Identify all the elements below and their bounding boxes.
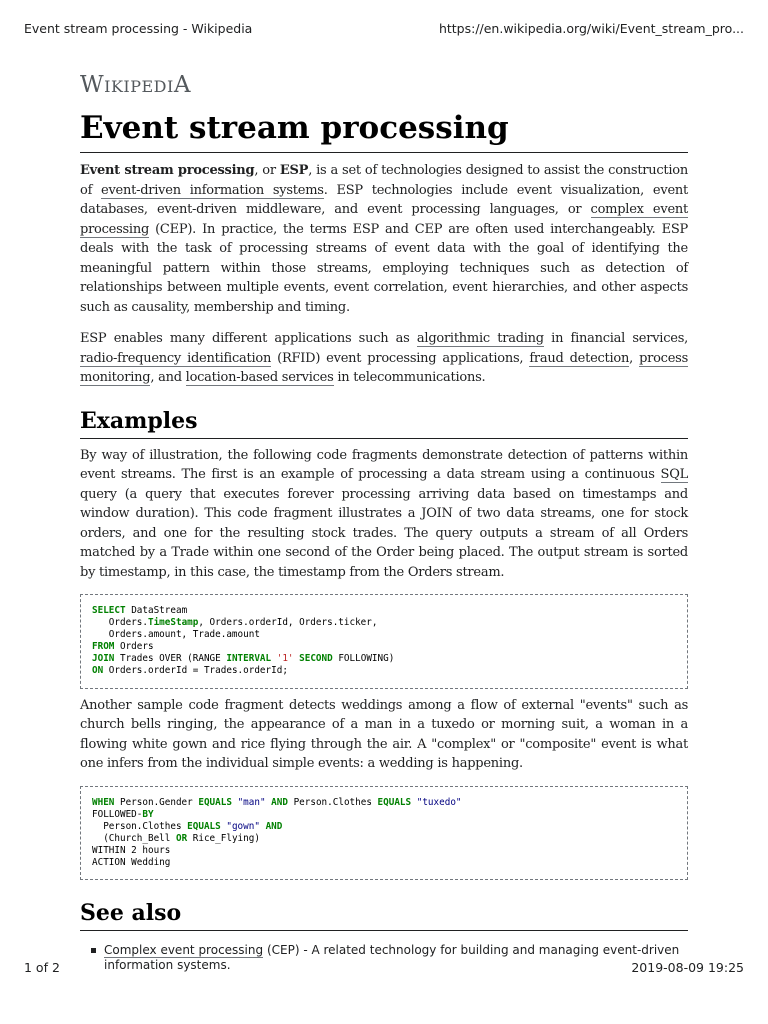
intro-bold-term: Event stream processing — [80, 163, 255, 178]
examples-text: query (a query that executes forever processing arriving data based on timestamps and window duration). This code fragment illustrates a JOIN of two data streams, one for stock orders, and one for the resulting stock trades. The query outputs a stream of all Orders matched by a Trade within one second of the Order being placed. The output stream is sorted by timestamp, in this case, the timestamp from the Orders stream. — [80, 486, 688, 580]
code-text: ACTION Wedding — [92, 857, 171, 869]
code-text: Orders.orderId = Trades.orderId; — [103, 665, 288, 677]
link-radio-frequency-identification[interactable]: radio-frequency identification — [80, 350, 272, 366]
print-page-title: Event stream processing - Wikipedia — [24, 21, 253, 36]
applications-paragraph — [80, 329, 688, 388]
print-footer — [0, 960, 768, 978]
section-heading-examples: Examples — [80, 406, 688, 439]
code-string: "tuxedo" — [416, 796, 462, 808]
intro-text: (CEP). In practice, the terms ESP and CEP are often used interchangeably. ESP deals with the task of processing streams of event data with the goal of identifying the meaningful pattern within those streams, employing techniques such as detection of relationships between multiple events, event correlation, event hierarchies, and other aspects such as causality, membership and timing. — [80, 221, 688, 315]
link-complex-event-processing-see-also[interactable]: Complex event processing — [104, 943, 264, 958]
intro-text: , is a set of technologies designed to assist the construction of — [80, 163, 688, 198]
code-keyword: BY — [142, 808, 154, 820]
wordmark-final: A — [173, 72, 191, 98]
code-text: Orders.amount, Trade.amount — [92, 629, 260, 641]
code-keyword: SECOND — [299, 653, 333, 665]
applications-text: , — [629, 350, 640, 366]
see-also-description: (CEP) - A related technology for building and managing event-driven information systems. — [104, 943, 680, 973]
code-text: Person.Clothes — [287, 796, 378, 808]
code-text: Orders. — [92, 617, 148, 629]
intro-text: . ESP technologies include event visualization, event databases, event-driven middleware, and event processing languages, or — [80, 182, 689, 217]
code-keyword: JOIN — [92, 653, 115, 665]
bullet-icon — [91, 948, 96, 953]
code-text: Rice_Flying) — [187, 832, 260, 844]
print-datetime: 2019-08-09 19:25 — [631, 960, 744, 975]
print-page-url: https://en.wikipedia.org/wiki/Event_stream_pro... — [438, 21, 744, 36]
code-text: FOLLOWED- — [92, 808, 143, 820]
section-heading-see-also: See also — [80, 898, 688, 931]
code-keyword: ON — [92, 665, 104, 677]
code-keyword: EQUALS — [377, 796, 412, 808]
code-keyword: INTERVAL — [226, 653, 272, 665]
code-keyword: FROM — [92, 641, 115, 653]
applications-text: ESP enables many different applications such as — [80, 331, 417, 346]
code-function: TimeStamp — [147, 617, 199, 629]
code-string: '1' — [276, 653, 294, 665]
wordmark-middle: ikipedi — [104, 72, 174, 98]
page-number: 1 of 2 — [24, 960, 60, 975]
examples-paragraph-2: Another sample code fragment detects weddings among a flow of external "events" such as church bells ringing, the appearance of a man in a tuxedo or morning suit, a woman in a flowing white gown and rice flying through the air. A "complex" or "composite" event is what one infers from the individual simple events: a wedding is happening. — [80, 697, 688, 772]
code-keyword: AND — [265, 820, 283, 832]
link-process-monitoring[interactable]: process monitoring — [80, 350, 688, 385]
applications-text: , and — [150, 370, 186, 385]
link-fraud-detection[interactable]: fraud detection — [529, 350, 630, 366]
link-location-based-services[interactable]: location-based services — [185, 370, 334, 385]
code-keyword: SELECT — [92, 605, 126, 616]
code-text: Person.Gender — [114, 796, 199, 808]
intro-bold-abbr: ESP — [279, 163, 309, 178]
link-sql[interactable]: SQL — [660, 467, 688, 482]
code-text: WITHIN 2 hours — [92, 844, 171, 856]
code-keyword: OR — [175, 832, 188, 844]
examples-paragraph-1 — [80, 446, 688, 583]
code-text: Trades OVER (RANGE — [114, 653, 227, 665]
code-block-sql — [80, 594, 688, 689]
link-algorithmic-trading[interactable]: algorithmic trading — [416, 331, 544, 346]
print-header — [0, 21, 768, 39]
code-keyword: WHEN — [92, 796, 115, 808]
applications-text: (RFID) event processing applications, — [271, 350, 530, 366]
code-string: "gown" — [226, 820, 260, 832]
examples-text: By way of illustration, the following code fragments demonstrate detection of patterns within event streams. The first is an example of processing a data stream using a continuous — [80, 447, 688, 482]
wikipedia-wordmark — [80, 70, 688, 100]
link-complex-event-processing[interactable]: complex event processing — [80, 202, 688, 237]
code-text: (Church_Bell — [92, 832, 176, 844]
code-text: FOLLOWING) — [332, 653, 395, 665]
link-event-driven-information-systems[interactable]: event-driven information systems — [101, 182, 324, 198]
code-text: , Orders.orderId, Orders.ticker, — [198, 617, 378, 629]
page-title: Event stream processing — [80, 108, 688, 153]
code-string: "man" — [237, 796, 266, 808]
intro-paragraph — [80, 161, 688, 317]
applications-text: in financial services, — [543, 331, 688, 346]
code-text: Orders — [114, 641, 154, 653]
code-block-wedding — [80, 786, 688, 881]
code-text: DataStream — [125, 605, 188, 616]
article-content — [80, 70, 688, 973]
code-keyword: AND — [271, 796, 288, 808]
code-text: Person.Clothes — [92, 820, 188, 832]
code-keyword: EQUALS — [198, 796, 232, 808]
code-keyword: EQUALS — [187, 820, 221, 832]
wordmark-initial: W — [80, 72, 105, 98]
intro-text: , or — [254, 163, 280, 178]
applications-text: in telecommunications. — [333, 370, 486, 385]
